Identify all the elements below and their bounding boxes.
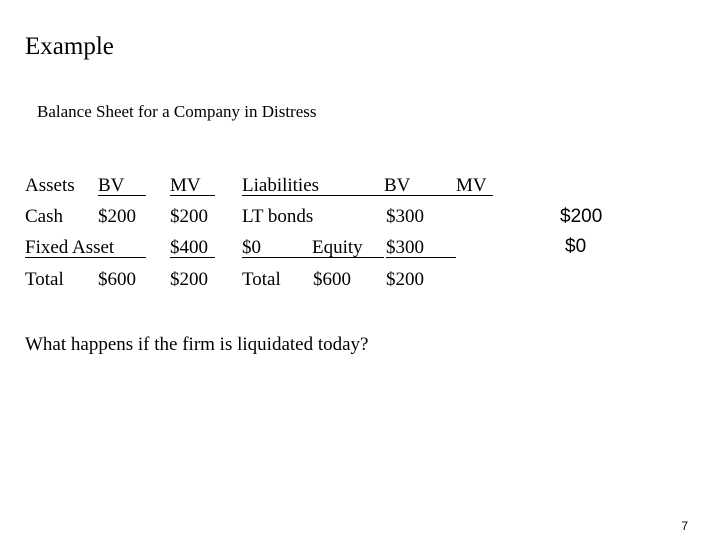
header-assets-mv: MV (170, 176, 215, 196)
row2-liab-value: $0 (242, 238, 312, 258)
row3-liab-label: Total (242, 269, 281, 290)
header-liabilities: Liabilities (242, 176, 384, 196)
header-liab-bv: BV (384, 176, 456, 196)
header-assets: Assets (25, 175, 75, 196)
header-liab-mv: MV (456, 176, 493, 196)
row2-assets-label: Fixed Asset (25, 238, 146, 258)
header-assets-bv: BV (98, 176, 146, 196)
row3-assets-mv: $200 (170, 269, 208, 290)
page-number: 7 (681, 519, 688, 533)
row2-liab-bv: $300 (386, 238, 456, 258)
slide-subtitle: Balance Sheet for a Company in Distress (37, 102, 317, 121)
row1-liab-bv: $300 (386, 206, 424, 227)
row1-assets-bv: $200 (98, 206, 136, 227)
slide-title: Example (25, 33, 114, 60)
row3-liab-bv: $200 (386, 269, 424, 290)
row1-assets-mv: $200 (170, 206, 208, 227)
bonds-mv-value: $200 (560, 206, 603, 227)
row1-liab-label: LT bonds (242, 206, 314, 227)
row2-liab-label: Equity (312, 238, 384, 258)
equity-mv-value: $0 (565, 236, 587, 257)
question-text: What happens if the firm is liquidated today? (25, 334, 369, 355)
row3-assets-label: Total (25, 269, 64, 290)
row2-assets-mv: $400 (170, 238, 215, 258)
row1-assets-label: Cash (25, 206, 63, 227)
row3-assets-bv: $600 (98, 269, 136, 290)
row3-liab-total: $600 (313, 269, 351, 290)
